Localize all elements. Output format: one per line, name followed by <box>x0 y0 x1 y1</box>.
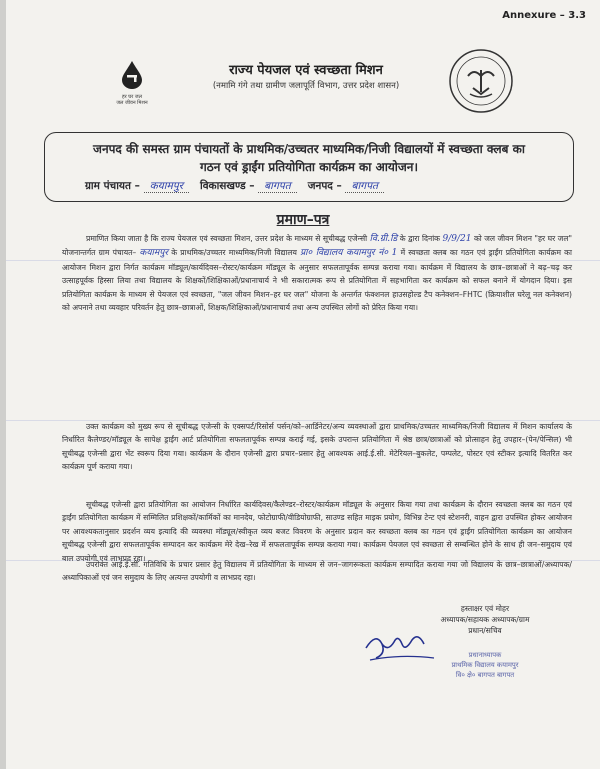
gram-panchayat-value: कयामपुर <box>144 180 189 193</box>
stamp-line: प्रधानाध्यापक <box>468 651 502 659</box>
agency-handwritten: वि.ग्री.डि <box>369 234 398 244</box>
location-row <box>85 179 384 193</box>
signature-designation: प्रधान/सचिव <box>468 626 502 635</box>
school-handwritten: प्रा० विद्यालय कयामपुर नं० 1 <box>300 248 398 259</box>
jal-jeevan-mission-logo <box>110 60 154 106</box>
p1-text: प्रमाणित किया जाता है कि राज्य पेयजल एवं स्वच्छता मिशन, उत्तर प्रदेश के माध्यम से सूचीबद्ध एजेन्सी <box>86 234 368 243</box>
paragraph-2: उक्त कार्यक्रम को मुख्य रूप से सूचीबद्ध एजेन्सी के एक्सपर्ट/रिसोर्स पर्सन/को–आर्डिनेटर/अन्य व्यवस्थाओं द्वारा प्राथमिक/उच्चतर माध्यमिक/निजी विद्यालय में मिशन कार्यालय के निर्धारित कैलेण्डर/मॉड्यूल के सापेक्ष ड्राईंग आर्ट प्रतियोगिता सफलतापूर्वक सम्पन्न कराई गई, इसके उपरान्त प्रतियोगिता में श्रेष्ठ छात्र/छात्राओं को प्रोत्साहन हेतु उपहार–(पेन/पेन्सिल) भी सूचीबद्ध एजेन्सी द्वारा भेंट स्वरूप दिया गया। कार्यक्रम के दौरान एजेन्सी द्वारा प्रचार–प्रसार हेतु आवश्यक आई.ई.सी. मेटेरियल–बुकलेट, पम्पलेट, पोस्टर एवं स्टीकर इत्यादि वितरित कर कार्यक्रम पूर्ण कराया गया। <box>62 422 572 472</box>
banner-line-1: जनपद की समस्त ग्राम पंचायतों के प्राथमिक/उच्चतर माध्यमिक/निजी विद्यालयों में स्वच्छता क्लब का <box>93 142 525 156</box>
paragraph-4: उपरोक्त आई.ई.सी. गतिविधि के प्रचार प्रसार हेतु विद्यालय में प्रतियोगिता के माध्यम से जन–जागरूकता कार्यक्रम सम्पादित कराया गया जो विद्यालय के छात्र–छात्राओं/अध्यापक/अध्यापिकाओं एवं जन समुदाय के लिए अत्यन्त उपयोगी व लाभप्रद रहा। <box>62 560 572 583</box>
certificate-heading: प्रमाण–पत्र <box>276 212 330 228</box>
district-label: जनपद – <box>307 180 342 192</box>
district-value: बागपत <box>345 180 384 193</box>
p1-text: के द्वारा दिनांक <box>399 234 440 243</box>
stamp-line: प्राथमिक विद्यालय कयामपुर <box>451 661 519 669</box>
annexure-label: Annexure – 3.3 <box>502 10 586 21</box>
signature-label: हस्ताक्षर एवं मोहर <box>460 604 510 613</box>
village-handwritten: कयामपुर <box>139 248 169 259</box>
p1-text: को जल जीवन मिशन "हर घर जल" योजनान्तर्गत ग्राम पंचायत– <box>62 234 572 258</box>
date-handwritten: 9/9/21 <box>442 234 472 244</box>
signature-designation: अध्यापक/सहायक अध्यापक/ग्राम <box>440 615 530 624</box>
org-title: राज्य पेयजल एवं स्वच्छता मिशन <box>229 63 383 78</box>
p1-text: के प्राथमिक/उच्चतर माध्यमिक/निजी विद्यालय <box>171 248 297 258</box>
official-stamp <box>410 650 560 680</box>
up-government-emblem-icon <box>448 48 514 114</box>
certificate-page <box>6 0 600 769</box>
org-subtitle: (नमामि गंगे तथा ग्रामीण जलापूर्ति विभाग, उत्तर प्रदेश शासन) <box>212 81 400 91</box>
title-banner <box>44 132 574 202</box>
block-value: बागपत <box>258 180 297 193</box>
water-drop-icon <box>119 60 145 90</box>
logo-tagline: हर घर जल <box>122 94 142 100</box>
banner-line-2: गठन एवं ड्राईंग प्रतियोगिता कार्यक्रम का आयोजन। <box>199 160 419 174</box>
stamp-line: वि० क्षे० बागपत बागपत <box>455 671 515 679</box>
gram-panchayat-label: ग्राम पंचायत – <box>85 180 140 192</box>
block-label: विकासखण्ड – <box>199 180 255 192</box>
p1-text: में स्वच्छता क्लब का गठन एवं ड्राईंग प्रतियोगिता कार्यक्रम का आयोजन मिशन द्वारा निर्गत कार्यक्रम मॉड्यूल/कार्यदिवस–रोस्टर/कार्यक्रम मॉड्यूल के अनुसार सफलतापूर्वक सम्पन्न कराया गया। कार्यक्रम में विद्यालय के छात्र–छात्राओं ने बढ़–चढ़ कर उत्साहपूर्वक हिस्सा लिया तथा विद्यालय के शिक्षकों/शिक्षिकाओं/प्रधानाचार्य ने भी सकारात्मक रूप से प्रतियोगिता में सहभागिता कर कार्यक्रम को सफल बनाने में योगदान दिया। इस प्रतियोगिता कार्यक्रम के माध्यम से पेयजल एवं स्वच्छता, "जल जीवन मिशन–हर घर जल" योजना के अन्तर्गत फंक्शनल हाउसहोल्ड टैप कनेक्शन–FHTC (क्रियाशील घरेलू नल कनेक्शन) को अपनाने तथा व्यवहार परिवर्तन हेतु छात्र–छात्राओं, शिक्षक/शिक्षिकाओं/प्रधानाचार्य तथा अन्य उपस्थित लोगों को प्रेरित किया गया। <box>62 248 572 313</box>
paragraph-3: सूचीबद्ध एजेन्सी द्वारा प्रतियोगिता का आयोजन निर्धारित कार्यदिवस/कैलेण्डर–रोस्टर/कार्यक्रम मॉड्यूल के अनुसार किया गया तथा कार्यक्रम के दौरान स्वच्छता क्लब का गठन एवं ड्राईंग प्रतियोगिता कार्यक्रम में सम्मिलित प्रशिक्षकों/कार्मिकों का मानदेय, फोटोग्राफी/वीडियोग्राफी, साउण्ड सहित माइक प्रयोग, विभिन्न टेन्ट एवं स्टेशनरी, वाहन द्वारा उपस्थित होकर आयोजन पर आवश्यकतानुसार प्रदर्शन व्यय इत्यादि की व्यवस्था मॉड्यूल/स्वीकृत व्यय बजट विवरण के अनुसार प्रदान कर स्वच्छता क्लब का गठन एवं ड्राईंग प्रतियोगिता कार्यक्रम का आयोजन सूचीबद्ध एजेन्सी द्वारा सफलतापूर्वक सम्पादन कर कार्यक्रम मेरे देख–रेख में सफलतापूर्वक सम्पन्न कराया गया। कार्यक्रम पेयजल एवं स्वच्छता से सम्बन्धित होने के साथ ही जन–समुदाय एवं बाल उपयोगी एवं लाभप्रद रहा। <box>62 500 572 563</box>
logo-tagline: जल जीवन मिशन <box>116 100 148 106</box>
paragraph-1 <box>62 232 572 314</box>
